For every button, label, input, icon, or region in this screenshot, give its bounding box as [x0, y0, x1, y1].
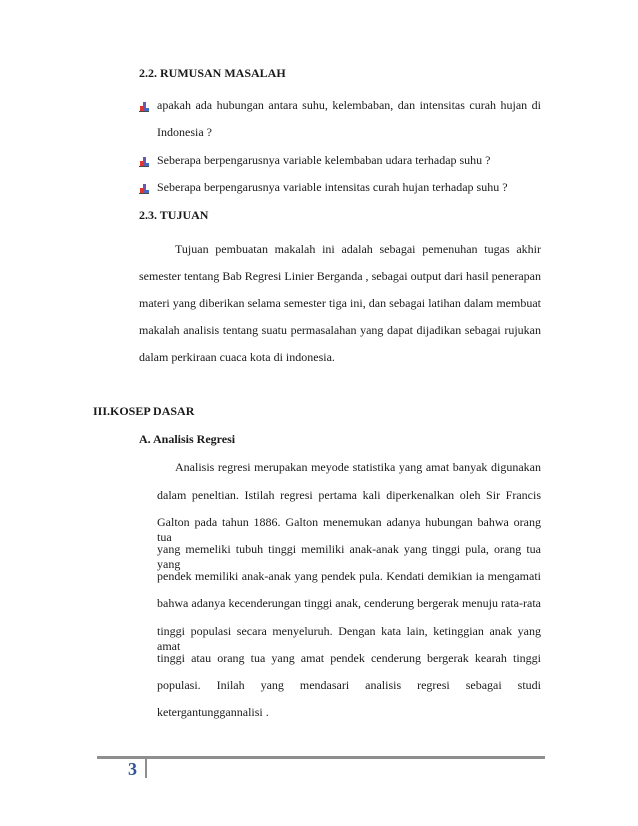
footer-divider — [145, 756, 147, 778]
chapter-heading-kosep-dasar: III.KOSEP DASAR — [93, 404, 195, 418]
bullet-icon — [139, 100, 149, 112]
section-heading-tujuan: 2.3. TUJUAN — [139, 208, 209, 222]
paragraph-line: makalah analisis tentang suatu permasalahan yang dapat dijadikan sebagai rujukan — [139, 323, 541, 337]
bullet-icon — [139, 182, 149, 194]
paragraph-line: pendek memiliki anak-anak yang pendek pula. Kendati demikian ia mengamati — [157, 569, 541, 583]
paragraph-line: Analisis regresi merupakan meyode statistika yang amat banyak digunakan — [175, 460, 541, 474]
section-heading-rumusan-masalah: 2.2. RUMUSAN MASALAH — [139, 66, 286, 80]
paragraph-line: semester tentang Bab Regresi Linier Berganda , sebagai output dari hasil penerapan — [139, 269, 541, 283]
subsection-heading-analisis-regresi: A. Analisis Regresi — [139, 432, 236, 446]
paragraph-line: tinggi populasi secara menyeluruh. Dengan kata lain, ketinggian anak yang amat — [157, 624, 541, 653]
paragraph-line: dalam perkiraan cuaca kota di indonesia. — [139, 350, 335, 364]
paragraph-line: materi yang diberikan selama semester tiga ini, dan sebagai latihan dalam membuat — [139, 296, 541, 310]
paragraph-line: bahwa adanya kecenderungan tinggi anak, cenderung bergerak menuju rata-rata — [157, 596, 541, 610]
paragraph-line: Tujuan pembuatan makalah ini adalah sebagai pemenuhan tugas akhir — [175, 242, 541, 256]
bullet-icon — [139, 155, 149, 167]
paragraph-line: dalam peneltian. Istilah regresi pertama kali diperkenalkan oleh Sir Francis — [157, 488, 541, 502]
bullet-text-continuation: Indonesia ? — [157, 125, 212, 139]
paragraph-line: Galton pada tahun 1886. Galton menemukan adanya hubungan bahwa orang tua — [157, 515, 541, 544]
bullet-text: apakah ada hubungan antara suhu, kelembaban, dan intensitas curah hujan di — [157, 98, 541, 112]
page-number: 3 — [128, 759, 137, 779]
bullet-text: Seberapa berpengarusnya variable intensitas curah hujan terhadap suhu ? — [157, 180, 508, 194]
paragraph-line: populasi. Inilah yang mendasari analisis regresi sebagai studi — [157, 678, 541, 692]
paragraph-line: tinggi atau orang tua yang amat pendek cenderung bergerak kearah tinggi — [157, 651, 541, 665]
footer-rule — [97, 756, 545, 759]
bullet-text: Seberapa berpengarusnya variable kelembaban udara terhadap suhu ? — [157, 153, 491, 167]
paragraph-line: yang memeliki tubuh tinggi memiliki anak-anak yang tinggi pula, orang tua yang — [157, 542, 541, 571]
paragraph-line: ketergantunggannalisi . — [157, 705, 269, 719]
